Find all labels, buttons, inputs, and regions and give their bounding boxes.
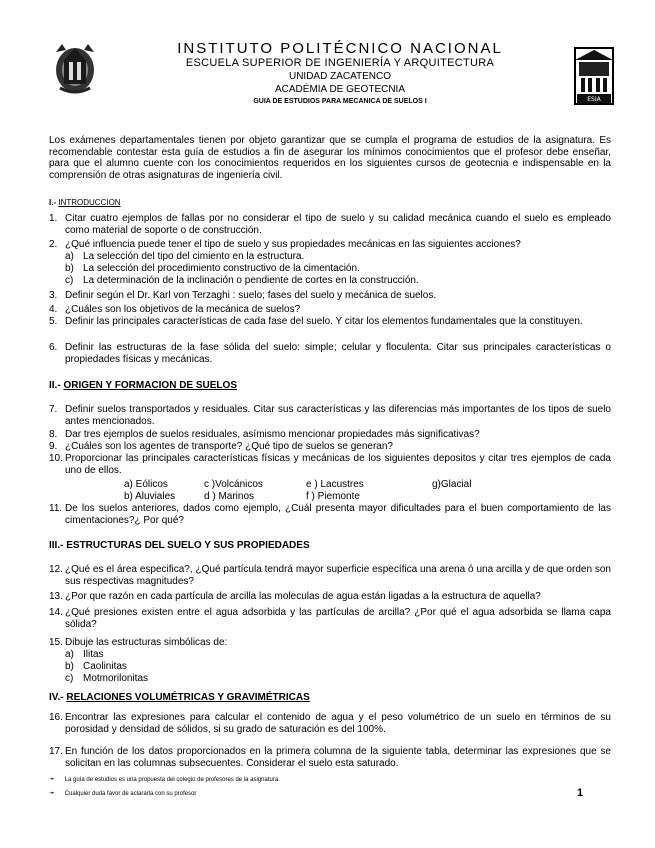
deposit-item: a) Eólicos: [124, 479, 168, 490]
section-title: RELACIONES VOLUMÉTRICAS Y GRAVIMÉTRICAS: [66, 692, 310, 703]
section-number: II.-: [49, 380, 61, 391]
question-number: 16.: [49, 712, 63, 723]
question-number: 11.: [49, 503, 63, 514]
intro-paragraph: Los exámenes departamentales tienen por objeto garantizar que se cumpla el programa de estudios de la asignatura. Es recomendable contestar esta guía de estudios a fin de asegurar los mínimos conocimientos que el profesor debe enseñar, para que el alumno cuente con los conocimientos requeridos en los siguientes cursos de geotecnia e indispensable en la comprensión de otras asignaturas de ingeniería civil.: [49, 135, 611, 181]
question-text: Dibuje las estructuras simbólicas de:: [65, 637, 228, 648]
question-number: 6.: [49, 342, 58, 353]
sub-item-text: Motmorilonitas: [83, 673, 149, 684]
question-number: 3.: [49, 290, 58, 301]
section-title: ORIGEN Y FORMACION DE SUELOS: [63, 380, 237, 391]
arrow-icon: ➛: [49, 790, 55, 797]
question-number: 15.: [49, 637, 63, 648]
question-text: ¿Cuáles son los agentes de transporte? ¿Qué tipo de suelos se generan?: [65, 441, 393, 452]
question-17: [49, 746, 611, 769]
question-text: ¿Cuáles son los objetivos de la mecánica de suelos?: [65, 304, 301, 315]
deposit-item: b) Aluviales: [124, 491, 176, 502]
section-heading-1: [49, 198, 121, 207]
question-14: [49, 607, 611, 630]
question-number: 4.: [49, 304, 58, 315]
question-text: Citar cuatro ejemplos de fallas por no considerar el tipo de suelo y su calidad mecánica cuando el suelo es empleado como material de soporte o de construcción.: [65, 213, 611, 236]
arrow-icon: ➛: [49, 776, 55, 783]
sub-item-letter: b): [65, 661, 74, 672]
question-8: [49, 429, 611, 441]
question-text: ¿Por que razón en cada partícula de arcilla las moleculas de agua están ligadas a la estructura de aquella?: [65, 591, 541, 602]
question-text: Definir suelos transportados y residuales. Citar sus características y las diferencias más importantes de los tipos de suelo antes mencionados.: [65, 404, 611, 427]
question-text: Definir según el Dr. Karl von Terzaghi : suelo; fases del suelo y mecánica de suelos.: [65, 290, 437, 301]
footnote-text: Cualquier duda favor de aclararla con su profesor: [64, 791, 197, 797]
question-number: 8.: [49, 429, 58, 440]
esia-logo: [573, 46, 615, 106]
section-number: III.-: [49, 540, 64, 551]
question-10: [49, 453, 611, 476]
question-text: Encontrar las expresiones para calcular el contenido de agua y el peso volumétrico de un suelo en términos de su porosidad y densidad de sólidos, si su grado de saturación es del 100%.: [65, 712, 611, 735]
question-7: [49, 404, 611, 427]
footnote-2: [49, 789, 196, 797]
sub-item-letter: c): [65, 673, 74, 684]
esia-logo-text: ESIA: [587, 96, 601, 103]
sub-item-letter: a): [65, 251, 74, 262]
question-number: 5.: [49, 316, 58, 327]
question-3: [49, 290, 611, 302]
question-1: [49, 213, 611, 236]
question-number: 2.: [49, 239, 58, 250]
question-number: 17.: [49, 746, 63, 757]
question-12: [49, 564, 611, 587]
question-9: [49, 441, 611, 453]
question-number: 12.: [49, 564, 63, 575]
question-number: 13.: [49, 591, 63, 602]
question-text: Dar tres ejemplos de suelos residuales, asímismo mencionar propiedades más significativas?: [65, 429, 480, 440]
deposit-item: c )Volcánicos: [204, 479, 263, 490]
deposit-item: d ) Marinos: [204, 491, 255, 502]
deposit-item: g)Glacial: [432, 479, 472, 490]
question-number: 10.: [49, 453, 63, 464]
question-15: [49, 637, 611, 649]
question-text: Proporcionar las principales características físicas y mecánicas de los siguientes depositos y citar tres ejemplos de cada uno de ellos.: [65, 453, 611, 476]
section-heading-3: [49, 540, 310, 551]
sub-item-text: La determinación de la inclinación o pendiente de cortes en la construcción.: [83, 275, 419, 286]
guide-title: GUIA DE ESTUDIOS PARA MECANICA DE SUELOS I: [253, 98, 427, 105]
section-heading-2: [49, 380, 237, 391]
question-text: De los suelos anteriores, dados como ejemplo, ¿Cuál presenta mayor dificultades para el buen comportamiento de las cimentaciones?¿ Por qué?: [65, 503, 611, 526]
question-text: ¿Qué presiones existen entre el agua adsorbida y las partículas de arcilla? ¿Por qué el agua adsorbida se llama capa sólida?: [65, 607, 611, 630]
sub-item-text: Ilitas: [83, 649, 104, 660]
section-title: INTRODUCCION: [58, 198, 121, 207]
ipn-logo: [50, 40, 100, 95]
deposit-item: f ) Piemonte: [306, 491, 360, 502]
sub-item-letter: c): [65, 275, 74, 286]
question-text: Definir las estructuras de la fase sólida del suelo: simple; celular y floculenta. Citar sus principales características o propiedades físicas y mecánicas.: [65, 342, 611, 365]
question-16: [49, 712, 611, 735]
question-text: Definir las principales características de cada fase del suelo. Y citar los elementos fundamentales que la constituyen.: [65, 316, 583, 327]
sub-item-letter: b): [65, 263, 74, 274]
sub-item-letter: a): [65, 649, 74, 660]
question-text: En función de los datos proporcionados en la primera columna de la siguiente tabla, determinar las expresiones que se solicitan en las columnas subsecuentes. Considerar el suelo esta saturado.: [65, 746, 611, 769]
section-number: IV.-: [49, 692, 64, 703]
question-2: [49, 239, 611, 251]
question-6: [49, 342, 611, 365]
footnote-1: [49, 775, 280, 783]
question-text: ¿Qué influencia puede tener el tipo de suelo y sus propiedades mecánicas en las siguientes acciones?: [65, 239, 521, 250]
question-4: [49, 304, 611, 316]
question-text: ¿Qué es el área especifica?, ¿Qué partícula tendrá mayor superficie específica una arena ó una arcilla y de que orden son sus respectivas magnitudes?: [65, 564, 611, 587]
academy-name: ACADÉMIA DE GEOTECNIA: [274, 84, 406, 95]
page-number: 1: [577, 787, 584, 799]
question-number: 9.: [49, 441, 58, 452]
question-number: 14.: [49, 607, 63, 618]
question-13: [49, 591, 611, 603]
sub-item-text: Caolinitas: [83, 661, 127, 672]
footnote-text: La guía de estudios es una propuesta del colegio de profesores de la asignatura.: [64, 777, 280, 783]
sub-item-text: La selección del tipo del cimiento en la estructura.: [83, 251, 305, 262]
question-5: [49, 316, 611, 328]
section-number: I.-: [49, 198, 57, 207]
institution-title: INSTITUTO POLITÉCNICO NACIONAL: [177, 40, 503, 57]
question-number: 1.: [49, 213, 58, 224]
question-number: 7.: [49, 404, 58, 415]
sub-item-text: La selección del procedimiento constructivo de la cimentación.: [83, 263, 360, 274]
unit-name: UNIDAD ZACATENCO: [288, 71, 392, 82]
school-name: ESCUELA SUPERIOR DE INGENIERÍA Y ARQUITECTURA: [185, 57, 495, 69]
section-heading-4: [49, 692, 310, 703]
deposit-item: e ) Lacustres: [306, 479, 364, 490]
question-11: [49, 503, 611, 526]
section-title: ESTRUCTURAS DEL SUELO Y SUS PROPIEDADES: [66, 540, 310, 551]
